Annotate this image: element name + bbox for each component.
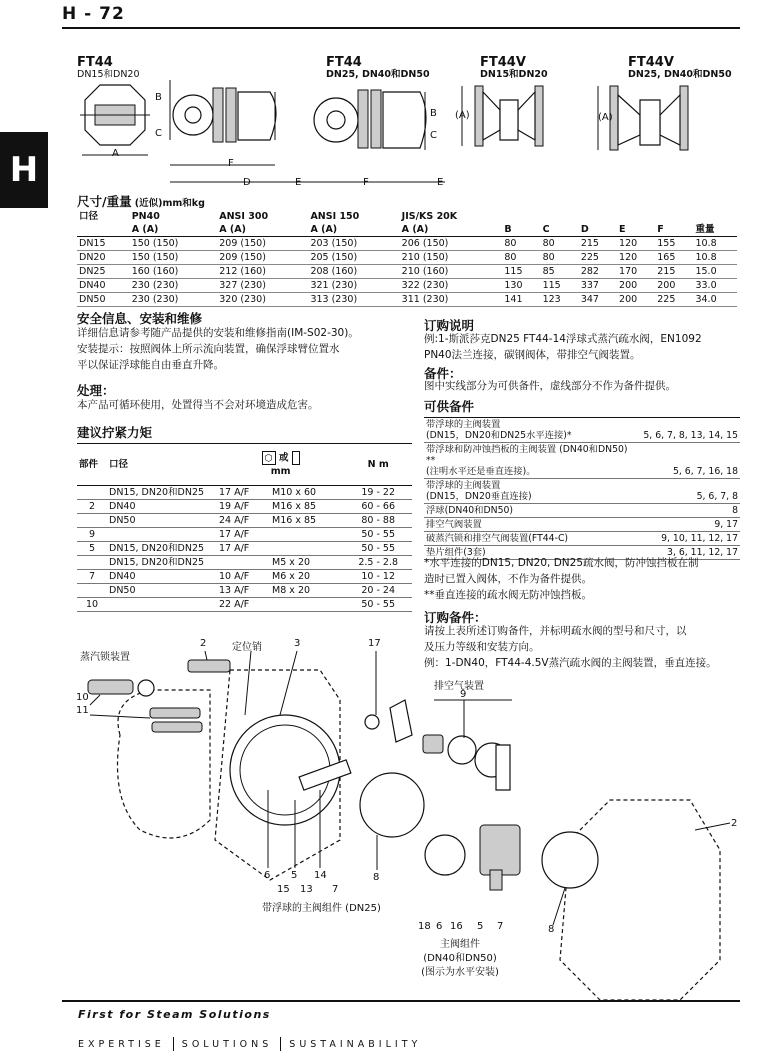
label-8: 8 <box>373 872 380 883</box>
table-cell: DN15, DN20和DN25 <box>107 486 217 500</box>
table-cell: 205 (150) <box>308 251 399 265</box>
footer-separator <box>280 1037 281 1051</box>
label-7-r: 7 <box>497 921 504 932</box>
label-7: 7 <box>332 884 339 895</box>
table-cell: 50 - 55 <box>344 528 412 542</box>
table-cell: 33.0 <box>693 279 737 293</box>
table-cell: 206 (150) <box>400 237 503 251</box>
dim-label-b-2: B <box>430 108 437 119</box>
torque-col-part: 部件 <box>79 459 99 470</box>
table-cell: 160 (160) <box>130 265 218 279</box>
table-cell: M5 x 20 <box>270 556 344 570</box>
table-cell: M10 x 60 <box>270 486 344 500</box>
table-cell: 10.8 <box>693 251 737 265</box>
dim-header-cell: 口径 <box>79 211 99 222</box>
dim-label-c-2: C <box>430 130 437 141</box>
table-cell: 170 <box>617 265 655 279</box>
spares-note-text: 图中实线部分为可供备件，虚线部分不作为备件提供。 <box>424 380 676 392</box>
torque-mm: mm <box>270 466 291 477</box>
table-cell: 10 A/F <box>217 570 270 584</box>
table-cell: 200 <box>655 279 693 293</box>
footer-rule <box>62 1000 740 1002</box>
spare-item: 浮球(DN40和DN50) <box>424 504 641 518</box>
spare-parts: 5, 6, 7, 16, 18 <box>641 443 740 479</box>
table-cell: DN40 <box>77 279 130 293</box>
safety-title: 安全信息、安装和维修 <box>77 311 203 326</box>
dim-header-cell: A (A) <box>130 223 218 237</box>
spare-parts: 9, 17 <box>641 518 740 532</box>
dim-header-cell: ANSI 300 <box>219 211 269 222</box>
spare-parts: 8 <box>641 504 740 518</box>
table-cell: M6 x 20 <box>270 570 344 584</box>
spares-note-line: **垂直连接的疏水阀无防冲蚀挡板。 <box>424 589 592 601</box>
table-cell: 2 <box>77 500 107 514</box>
table-cell: M8 x 20 <box>270 584 344 598</box>
spare-item: 破蒸汽锁和排空气阀装置(FT44-C) <box>424 532 641 546</box>
table-cell: 13 A/F <box>217 584 270 598</box>
table-cell: 209 (150) <box>217 237 308 251</box>
table-cell: 165 <box>655 251 693 265</box>
table-cell: 141 <box>502 293 540 307</box>
order-spares-line: 请按上表所述订购备件，并标明疏水阀的型号和尺寸，以 <box>424 625 687 637</box>
label-6: 6 <box>264 870 271 881</box>
table-cell: 80 <box>502 237 540 251</box>
safety-line: 详细信息请参考随产品提供的安装和维修指南(IM-S02-30)。 <box>77 327 359 339</box>
table-cell: 85 <box>541 265 579 279</box>
table-cell: 327 (230) <box>217 279 308 293</box>
table-cell: 210 (150) <box>400 251 503 265</box>
footer-words <box>78 1037 421 1051</box>
caption-left: 带浮球的主阀组件 (DN25) <box>262 903 381 914</box>
dim-label-a: A <box>112 148 119 159</box>
table-cell: 2.5 - 2.8 <box>344 556 412 570</box>
footer-separator <box>173 1037 174 1051</box>
table-cell: 10 <box>77 598 107 612</box>
table-cell: 34.0 <box>693 293 737 307</box>
table-cell: 10.8 <box>693 237 737 251</box>
safety-line: 平以保证浮球能自由垂直升降。 <box>77 359 224 371</box>
table-cell: DN25 <box>77 265 130 279</box>
table-cell: 313 (230) <box>308 293 399 307</box>
disposal-text: 本产品可循环使用，处置得当不会对环境造成危害。 <box>77 399 319 411</box>
dim-header-cell: B <box>502 223 540 237</box>
dim-header-cell: C <box>541 223 579 237</box>
table-cell: 10 - 12 <box>344 570 412 584</box>
table-cell: DN20 <box>77 251 130 265</box>
label-5: 5 <box>291 870 298 881</box>
torque-col-nm: N m <box>367 459 389 470</box>
ordering-line: PN40法兰连接，碳钢阀体，带排空气阀装置。 <box>424 349 641 361</box>
dim-header-cell: A (A) <box>400 223 503 237</box>
table-cell: 19 - 22 <box>344 486 412 500</box>
label-3: 3 <box>294 638 301 649</box>
torque-col-size: 口径 <box>109 459 129 470</box>
spare-parts: 3, 6, 11, 12, 17 <box>641 546 740 560</box>
table-cell: 215 <box>579 237 617 251</box>
table-cell: 17 A/F <box>217 542 270 556</box>
model-sizes: DN15和DN20 <box>480 69 548 80</box>
table-cell: 210 (160) <box>400 265 503 279</box>
table-cell: DN50 <box>107 514 217 528</box>
spare-item: 带浮球的主阀装置 (DN15，DN20垂直连接) <box>424 479 641 504</box>
table-cell: 208 (160) <box>308 265 399 279</box>
spare-item: 垫片组件(3套) <box>424 546 641 560</box>
dim-header-cell: D <box>579 223 617 237</box>
table-cell: 15.0 <box>693 265 737 279</box>
caption-right-line: (图示为水平安装) <box>421 967 499 978</box>
dim-label-f: F <box>228 158 234 169</box>
caption-right-line: 主阀组件 <box>440 939 480 950</box>
table-cell: 322 (230) <box>400 279 503 293</box>
table-cell: DN15 <box>77 237 130 251</box>
locating-pin-label: 定位销 <box>232 642 262 653</box>
model-name: FT44V <box>628 55 674 70</box>
table-cell: 115 <box>541 279 579 293</box>
table-cell: DN50 <box>107 584 217 598</box>
dim-label-a-paren-2: (A) <box>598 112 613 123</box>
dim-label-d: D <box>243 177 251 188</box>
ordering-line: 例:1-斯派莎克DN25 FT44-14浮球式蒸汽疏水阀，EN1092 <box>424 333 702 345</box>
order-spares-title: 订购备件： <box>424 610 487 625</box>
table-cell: 320 (230) <box>217 293 308 307</box>
table-cell: DN15, DN20和DN25 <box>107 542 217 556</box>
label-18: 18 <box>418 921 431 932</box>
ordering-title: 订购说明 <box>424 318 475 333</box>
air-vent-label: 排空气装置 <box>434 681 484 692</box>
caption-right-line: (DN40和DN50) <box>423 953 497 964</box>
label-17: 17 <box>368 638 381 649</box>
table-cell: M16 x 85 <box>270 500 344 514</box>
table-cell: 17 A/F <box>217 486 270 500</box>
table-cell: 120 <box>617 237 655 251</box>
table-cell: 9 <box>77 528 107 542</box>
order-spares-line: 例：1-DN40，FT44-4.5V蒸汽疏水阀的主阀装置，垂直连接。 <box>424 657 717 669</box>
model-sizes: DN25, DN40和DN50 <box>628 69 732 80</box>
table-cell: 123 <box>541 293 579 307</box>
footer-word: EXPERTISE <box>78 1038 165 1050</box>
footer-slogan: First for Steam Solutions <box>78 1008 271 1021</box>
footer-word: SOLUTIONS <box>181 1038 273 1050</box>
dimensions-title-note: (近似)mm和kg <box>134 198 205 209</box>
table-cell: 60 - 66 <box>344 500 412 514</box>
table-cell: 347 <box>579 293 617 307</box>
dim-label-b: B <box>155 92 162 103</box>
label-8-r: 8 <box>548 924 555 935</box>
table-cell: 230 (230) <box>130 279 218 293</box>
table-cell: DN40 <box>107 570 217 584</box>
table-cell: 282 <box>579 265 617 279</box>
table-cell: 80 <box>541 237 579 251</box>
table-cell: 311 (230) <box>400 293 503 307</box>
steam-lock-label: 蒸汽锁装置 <box>80 652 130 663</box>
dim-label-a-paren: (A) <box>455 110 470 121</box>
torque-title: 建议拧紧力矩 <box>77 425 153 440</box>
dim-header-cell: A (A) <box>217 223 308 237</box>
dim-header-cell: 重量 <box>693 223 737 237</box>
table-cell: 230 (230) <box>130 293 218 307</box>
spares-note-line: 造时已置入阀体，不作为备件提供。 <box>424 573 592 585</box>
section-tab: H <box>0 132 48 208</box>
model-name: FT44 <box>326 55 362 70</box>
nut-icon: ⬡ <box>262 451 276 465</box>
label-6-r: 6 <box>436 921 443 932</box>
label-13: 13 <box>300 884 313 895</box>
dim-header-cell: F <box>655 223 693 237</box>
table-cell: 337 <box>579 279 617 293</box>
order-spares-line: 及压力等级和安装方向。 <box>424 641 540 653</box>
table-cell: 215 <box>655 265 693 279</box>
label-2: 2 <box>200 638 207 649</box>
dimensions-title-text: 尺寸/重量 <box>77 194 132 209</box>
safety-line: 安装提示：按照阀体上所示流向装置，确保浮球臂位置水 <box>77 343 340 355</box>
label-11: 11 <box>76 705 89 716</box>
dim-label-e-2: E <box>437 177 444 188</box>
dim-header-cell: PN40 <box>131 211 160 222</box>
table-cell: DN40 <box>107 500 217 514</box>
disposal-title: 处理： <box>77 383 115 398</box>
table-cell: 5 <box>77 542 107 556</box>
spare-parts: 5, 6, 7, 8, 13, 14, 15 <box>641 418 740 443</box>
caption-right <box>420 938 500 980</box>
model-sizes: DN15和DN20 <box>77 69 140 80</box>
label-9: 9 <box>460 689 467 700</box>
table-cell: 50 - 55 <box>344 542 412 556</box>
table-cell: 19 A/F <box>217 500 270 514</box>
table-cell: 321 (230) <box>308 279 399 293</box>
spares-title: 可供备件 <box>424 399 475 414</box>
table-cell: 7 <box>77 570 107 584</box>
spare-item: 排空气阀装置 <box>424 518 641 532</box>
dim-header-cell: E <box>617 223 655 237</box>
table-cell: 225 <box>579 251 617 265</box>
table-cell: 80 <box>541 251 579 265</box>
table-cell: 225 <box>655 293 693 307</box>
table-cell: 200 <box>617 279 655 293</box>
table-cell: 22 A/F <box>217 598 270 612</box>
table-cell: 212 (160) <box>217 265 308 279</box>
table-cell: 80 - 88 <box>344 514 412 528</box>
dim-header-cell: ANSI 150 <box>310 211 360 222</box>
table-cell: 120 <box>617 251 655 265</box>
table-cell: 80 <box>502 251 540 265</box>
model-name: FT44V <box>480 55 526 70</box>
page-code: H - 72 <box>62 4 125 24</box>
dim-label-c: C <box>155 128 162 139</box>
table-cell: 200 <box>617 293 655 307</box>
table-cell: 150 (150) <box>130 237 218 251</box>
footer-word: SUSTAINABILITY <box>289 1038 422 1050</box>
model-sizes: DN25, DN40和DN50 <box>326 69 430 80</box>
table-cell: 209 (150) <box>217 251 308 265</box>
table-cell: DN15, DN20和DN25 <box>107 556 217 570</box>
spare-parts: 9, 10, 11, 12, 17 <box>641 532 740 546</box>
table-cell: M16 x 85 <box>270 514 344 528</box>
spare-parts: 5, 6, 7, 8 <box>641 479 740 504</box>
table-cell: DN50 <box>77 293 130 307</box>
dim-header-cell: JIS/KS 20K <box>401 211 458 222</box>
table-cell: 115 <box>502 265 540 279</box>
table-cell: 17 A/F <box>217 528 270 542</box>
spares-note-title: 备件： <box>424 366 462 381</box>
dim-header-cell: A (A) <box>308 223 399 237</box>
label-15: 15 <box>277 884 290 895</box>
table-cell: 203 (150) <box>308 237 399 251</box>
table-cell: 150 (150) <box>130 251 218 265</box>
label-5-r: 5 <box>477 921 484 932</box>
spare-item: 带浮球的主阀装置 (DN15，DN20和DN25水平连接)* <box>424 418 641 443</box>
label-10: 10 <box>76 692 89 703</box>
label-14: 14 <box>314 870 327 881</box>
table-cell: 24 A/F <box>217 514 270 528</box>
model-name: FT44 <box>77 55 113 70</box>
spare-item: 带浮球和防冲蚀挡板的主阀装置 (DN40和DN50) ** (注明水平还是垂直连接)。 <box>424 443 641 479</box>
dim-label-f-2: F <box>363 177 369 188</box>
torque-or: 或 <box>278 452 289 464</box>
table-cell: 130 <box>502 279 540 293</box>
table-cell: 20 - 24 <box>344 584 412 598</box>
table-cell: 155 <box>655 237 693 251</box>
label-2-r: 2 <box>731 818 738 829</box>
table-cell: 50 - 55 <box>344 598 412 612</box>
dim-label-e: E <box>295 177 302 188</box>
label-16: 16 <box>450 921 463 932</box>
spares-note-line: *水平连接的DN15, DN20, DN25疏水阀，防冲蚀挡板在制 <box>424 557 699 569</box>
